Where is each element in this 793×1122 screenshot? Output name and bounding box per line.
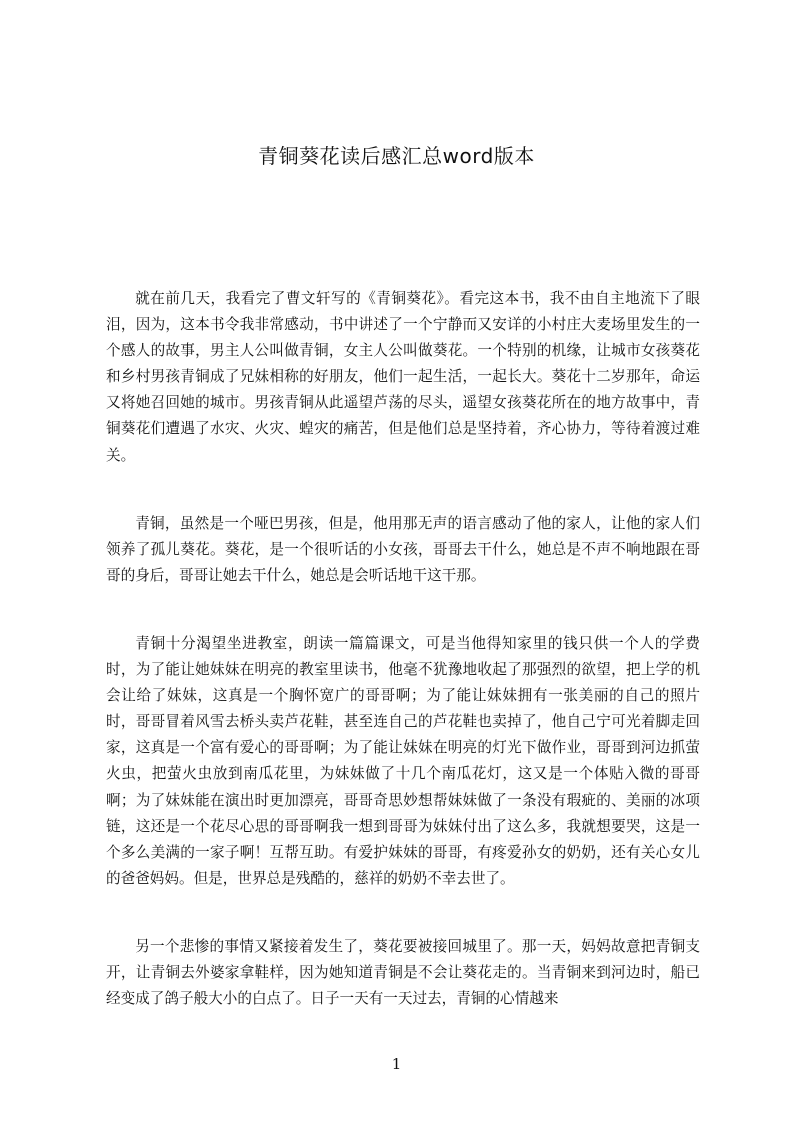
document-body [106, 286, 700, 1054]
paragraph-3: 青铜十分渴望坐进教室，朗读一篇篇课文，可是当他得知家里的钱只供一个人的学费时，为了能让她妹妹在明亮的教室里读书，他毫不犹豫地收起了那强烈的欲望，把上学的机会让给了妹妹，这真是一个胸怀宽广的哥哥啊；为了能让妹妹拥有一张美丽的自己的照片时，哥哥冒着风雪去桥头卖芦花鞋，甚至连自己的芦花鞋也卖掉了，他自己宁可光着脚走回家，这真是一个富有爱心的哥哥啊；为了能让妹妹在明亮的灯光下做作业，哥哥到河边抓萤火虫，把萤火虫放到南瓜花里，为妹妹做了十几个南瓜花灯，这又是一个体贴入微的哥哥啊；为了妹妹能在演出时更加漂亮，哥哥奇思妙想帮妹妹做了一条没有瑕疵的、美丽的冰项链，这还是一个花尽心思的哥哥啊我一想到哥哥为妹妹付出了这么多，我就想要哭，这是一个多么美满的一家子啊！互帮互助。有爱护妹妹的哥哥，有疼爱孙女的奶奶，还有关心女儿的爸爸妈妈。但是，世界总是残酷的，慈祥的奶奶不幸去世了。 [106, 634, 700, 887]
document-title: 青铜葵花读后感汇总word版本 [258, 144, 535, 168]
paragraph-4: 另一个悲惨的事情又紧接着发生了，葵花要被接回城里了。那一天，妈妈故意把青铜支开，让青铜去外婆家拿鞋样，因为她知道青铜是不会让葵花走的。当青铜来到河边时，船已经变成了鸽子般大小的白点了。日子一天有一天过去，青铜的心情越来 [106, 937, 700, 1008]
page-number: 1 [391, 1055, 402, 1073]
paragraph-2: 青铜，虽然是一个哑巴男孩，但是，他用那无声的语言感动了他的家人，让他的家人们领养了孤儿葵花。葵花，是一个很听话的小女孩，哥哥去干什么，她总是不声不响地跟在哥哥的身后，哥哥让她去干什么，她总是会听话地干这干那。 [106, 514, 700, 584]
paragraph-1: 就在前几天，我看完了曹文轩写的《青铜葵花》。看完这本书，我不由自主地流下了眼泪，因为，这本书令我非常感动，书中讲述了一个宁静而又安详的小村庄大麦场里发生的一个感人的故事，男主人公叫做青铜，女主人公叫做葵花。一个特别的机缘，让城市女孩葵花和乡村男孩青铜成了兄妹相称的好朋友，他们一起生活，一起长大。葵花十二岁那年，命运又将她召回她的城市。男孩青铜从此遥望芦荡的尽头，遥望女孩葵花所在的地方故事中，青铜葵花们遭遇了水灾、火灾、蝗灾的痛苦，但是他们总是坚持着，齐心协力，等待着渡过难关。 [106, 290, 700, 464]
